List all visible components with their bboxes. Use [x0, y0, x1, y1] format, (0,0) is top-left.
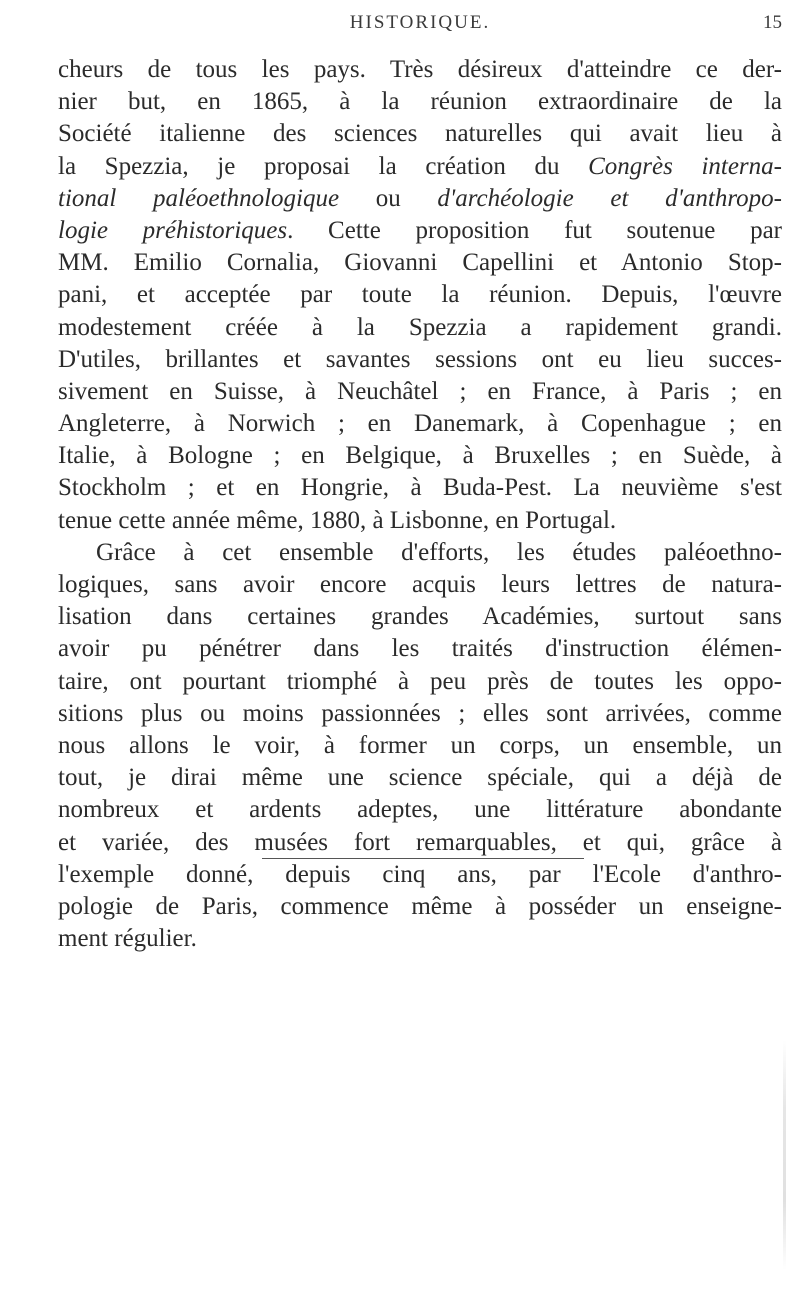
italic-title: Congrès interna- — [588, 152, 782, 180]
text-line: et variée, des musées fort remarquables, et qui, grâce à — [58, 828, 782, 856]
text-segment: la Spezzia, je proposai la création du — [58, 152, 589, 180]
text-line: nier but, en 1865, à la réunion extraordinaire de la — [58, 88, 782, 116]
text-line: l'exemple donné, depuis cinq ans, par l'Ecole d'anthro- — [58, 860, 782, 888]
running-header — [58, 12, 782, 48]
text-line: sitions plus ou moins passionnées ; elles sont arrivées, comme — [58, 699, 782, 727]
text-line: pologie de Paris, commence même à posséder un enseigne- — [58, 892, 782, 920]
text-line — [58, 151, 782, 183]
text-line: avoir pu pénétrer dans les traités d'instruction élémen- — [58, 635, 782, 663]
text-line: MM. Emilio Cornalia, Giovanni Capellini et Antonio Stop- — [58, 249, 782, 277]
paragraph — [58, 537, 782, 955]
text-line: nous allons le voir, à former un corps, un ensemble, un — [58, 731, 782, 759]
text-line: pani, et acceptée par toute la réunion. Depuis, l'œuvre — [58, 281, 782, 309]
text-segment: ou — [339, 184, 438, 212]
text-line: nombreux et ardents adeptes, une littérature abondante — [58, 796, 782, 824]
text-line: sivement en Suisse, à Neuchâtel ; en France, à Paris ; en — [58, 377, 782, 405]
running-title: HISTORIQUE. — [349, 12, 491, 33]
text-line: Angleterre, à Norwich ; en Danemark, à Copenhague ; en — [58, 410, 782, 438]
text-line: Société italienne des sciences naturelles qui avait lieu à — [58, 120, 782, 148]
text-line: tout, je dirai même une science spéciale, qui a déjà de — [58, 764, 782, 792]
text-line: lisation dans certaines grandes Académies, surtout sans — [58, 603, 782, 631]
text-line: Stockholm ; et en Hongrie, à Buda-Pest. La neuvième s'est — [58, 474, 782, 502]
section-divider — [262, 858, 584, 859]
text-line: D'utiles, brillantes et savantes sessions ont eu lieu succes- — [58, 345, 782, 373]
text-line: ment régulier. — [58, 925, 197, 953]
text-line: taire, ont pourtant triomphé à peu près de toutes les oppo- — [58, 667, 782, 695]
italic-title: logie préhistoriques — [58, 216, 288, 244]
text-line: tenue cette année même, 1880, à Lisbonne, en Portugal. — [58, 506, 617, 534]
text-segment: . Cette proposition fut soutenue par — [287, 216, 782, 244]
body-text — [58, 54, 782, 955]
page-number: 15 — [763, 12, 782, 33]
text-line — [58, 215, 782, 247]
paragraph — [58, 54, 782, 537]
italic-title: tional paléoethnologique — [58, 184, 340, 212]
text-line: logiques, sans avoir encore acquis leurs lettres de natura- — [58, 571, 782, 598]
page-edge-shadow — [783, 1040, 786, 1270]
text-line: cheurs de tous les pays. Très désireux d'atteindre ce der- — [58, 56, 782, 83]
text-line: modestement créée à la Spezzia a rapidement grandi. — [58, 313, 782, 341]
text-line: Italie, à Bologne ; en Belgique, à Bruxelles ; en Suède, à — [58, 442, 782, 470]
text-line: Grâce à cet ensemble d'efforts, les études paléoethno- — [96, 538, 782, 566]
italic-title: d'archéologie et d'anthropo- — [437, 184, 782, 212]
text-line — [58, 183, 782, 215]
